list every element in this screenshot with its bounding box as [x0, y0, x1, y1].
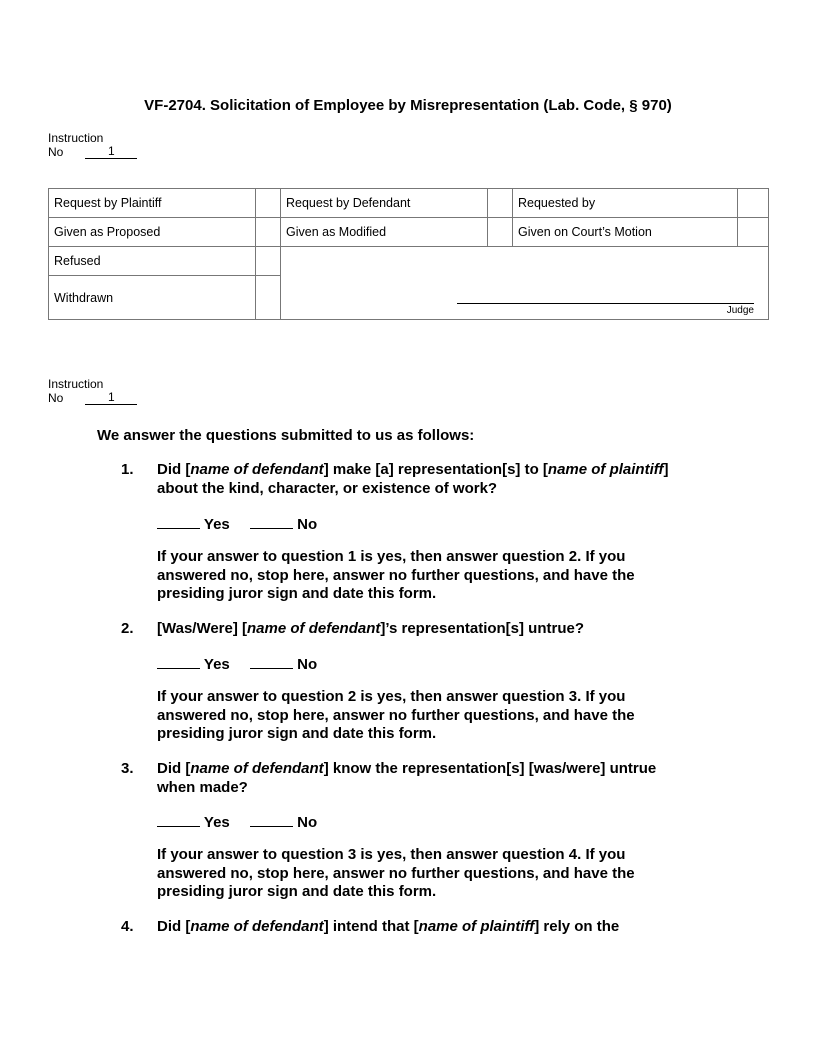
question-number: 4. [121, 918, 134, 935]
judge-label: Judge [726, 305, 754, 316]
question-text: Did [name of defendant] know the representation[s] [was/were] untrue when made? [157, 760, 657, 796]
no-answer-blank[interactable] [250, 514, 293, 529]
form-title: VF-2704. Solicitation of Employee by Misrepresentation (Lab. Code, § 970) [144, 97, 672, 114]
no-label: No [297, 516, 318, 533]
answer-row-2 [157, 654, 317, 675]
yes-answer-blank[interactable] [157, 514, 200, 529]
instruction-label: Instruction [48, 131, 104, 145]
question-number: 2. [121, 620, 134, 637]
instruction-number-field[interactable]: 1 [85, 145, 137, 159]
question-number: 3. [121, 760, 134, 777]
instruction-request-table [48, 188, 769, 320]
request-by-defendant-checkbox[interactable] [488, 189, 513, 218]
question-2-instruction: If your answer to question 2 is yes, then answer question 3. If you answered no, stop here, answer no further questions, and have the presiding juror sign and date this form. [157, 688, 635, 742]
yes-answer-blank[interactable] [157, 654, 200, 669]
instruction-label: Instruction [48, 377, 104, 391]
given-on-courts-motion-label: Given on Court’s Motion [513, 218, 738, 247]
question-text: Did [name of defendant] intend that [name of plaintiff] rely on the [157, 918, 620, 935]
question-text: [Was/Were] [name of defendant]’s representation[s] untrue? [157, 620, 585, 637]
withdrawn-label: Withdrawn [49, 276, 256, 320]
instruction-number-block-bottom [48, 377, 137, 405]
question-number: 1. [121, 461, 134, 478]
request-by-defendant-label: Request by Defendant [281, 189, 488, 218]
judge-signature-area [281, 247, 769, 320]
answer-row-3 [157, 812, 317, 833]
requested-by-checkbox[interactable] [738, 189, 769, 218]
requested-by-label: Requested by [513, 189, 738, 218]
yes-label: Yes [203, 516, 230, 533]
yes-label: Yes [203, 656, 230, 673]
instruction-no-label: No [48, 145, 64, 159]
instruction-no-label: No [48, 391, 64, 405]
given-as-modified-checkbox[interactable] [488, 218, 513, 247]
refused-checkbox[interactable] [256, 247, 281, 276]
instruction-number-field[interactable]: 1 [85, 391, 137, 405]
given-as-proposed-label: Given as Proposed [49, 218, 256, 247]
yes-label: Yes [203, 814, 230, 831]
no-label: No [297, 814, 318, 831]
judge-signature-line[interactable] [457, 303, 754, 304]
request-by-plaintiff-checkbox[interactable] [256, 189, 281, 218]
no-answer-blank[interactable] [250, 812, 293, 827]
no-label: No [297, 656, 318, 673]
instruction-number-block-top [48, 131, 137, 159]
given-on-courts-motion-checkbox[interactable] [738, 218, 769, 247]
verdict-intro: We answer the questions submitted to us as follows: [97, 427, 475, 444]
question-3-instruction: If your answer to question 3 is yes, then answer question 4. If you answered no, stop here, answer no further questions, and have the presiding juror sign and date this form. [157, 846, 635, 900]
answer-row-1 [157, 514, 317, 535]
withdrawn-checkbox[interactable] [256, 276, 281, 320]
no-answer-blank[interactable] [250, 654, 293, 669]
question-1-instruction: If your answer to question 1 is yes, then answer question 2. If you answered no, stop here, answer no further questions, and have the presiding juror sign and date this form. [157, 548, 635, 602]
given-as-modified-label: Given as Modified [281, 218, 488, 247]
yes-answer-blank[interactable] [157, 812, 200, 827]
question-text: Did [name of defendant] make [a] representation[s] to [name of plaintiff] about the kind, character, or existence of work? [157, 461, 669, 497]
request-by-plaintiff-label: Request by Plaintiff [49, 189, 256, 218]
given-as-proposed-checkbox[interactable] [256, 218, 281, 247]
refused-label: Refused [49, 247, 256, 276]
